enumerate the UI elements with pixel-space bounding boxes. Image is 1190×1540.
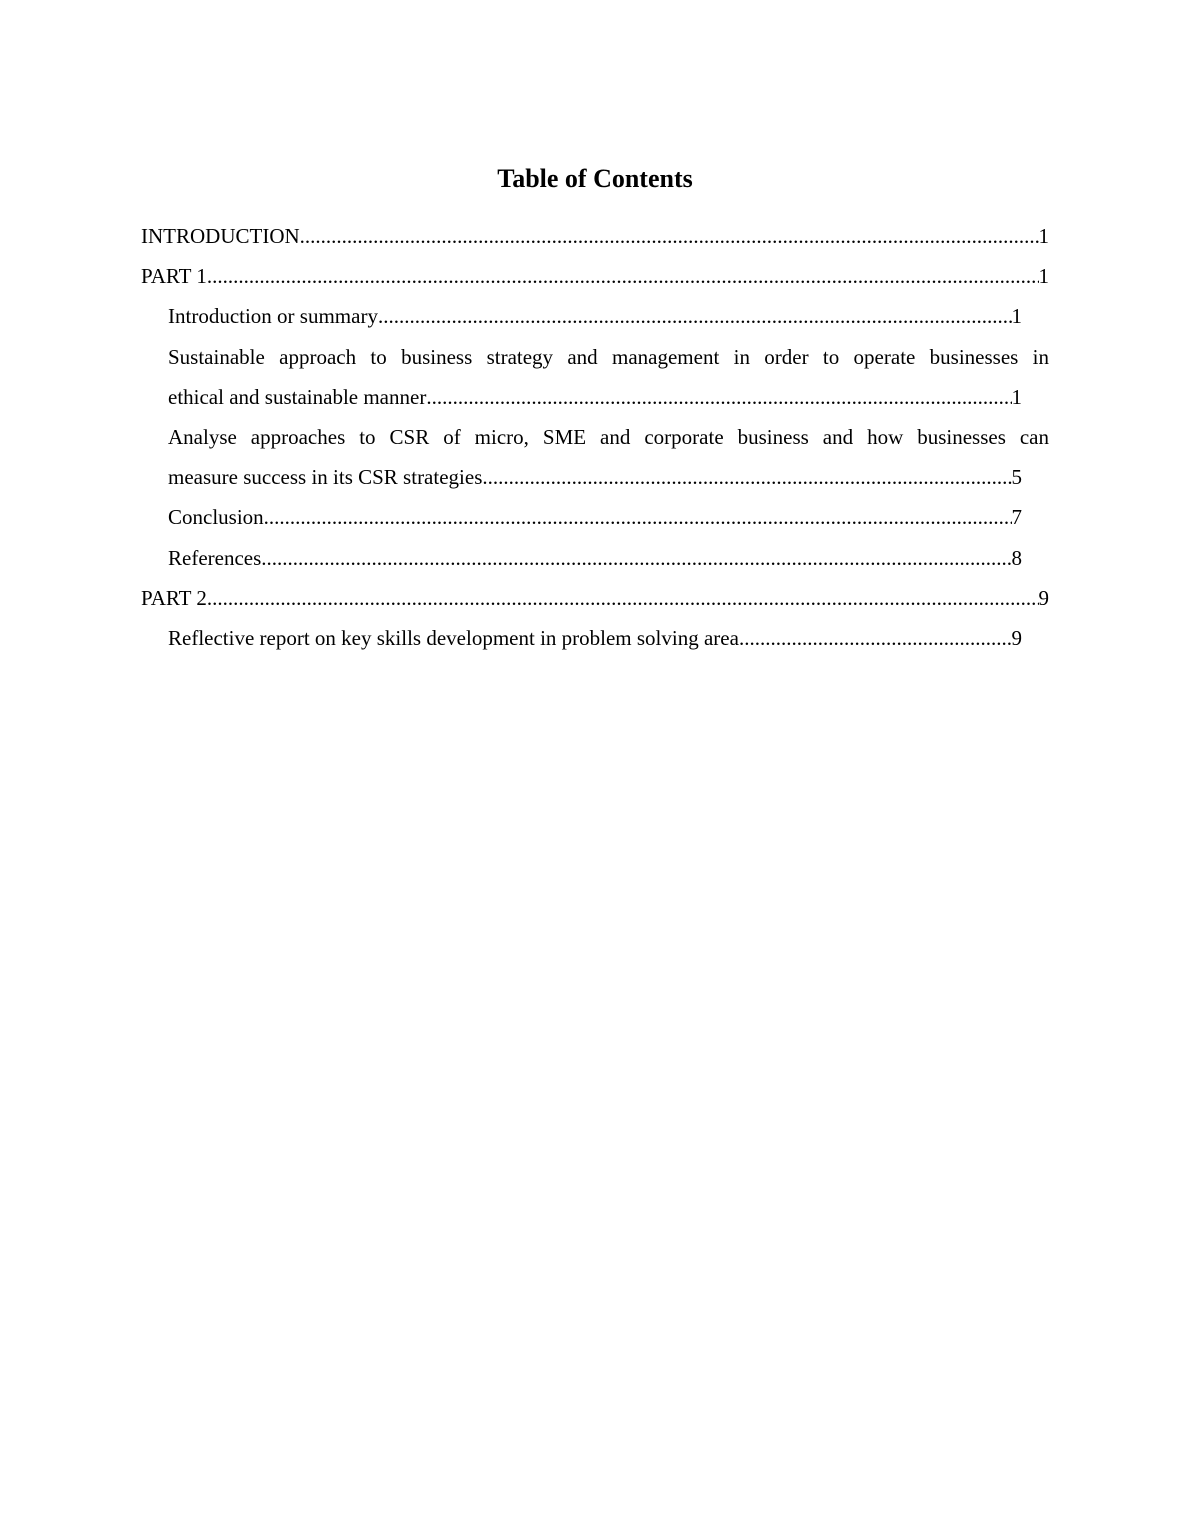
table-of-contents bbox=[141, 216, 1049, 658]
toc-title: Table of Contents bbox=[497, 164, 693, 193]
toc-page-number: 7 bbox=[1011, 505, 1022, 530]
toc-entry-label-line-2: measure success in its CSR strategies bbox=[168, 465, 483, 490]
toc-page-number: 1 bbox=[1038, 224, 1049, 248]
dot-leader bbox=[207, 256, 1039, 296]
toc-entry-label: Conclusion bbox=[168, 505, 264, 530]
toc-page-number: 1 bbox=[1011, 304, 1022, 329]
toc-entry-introduction-or-summary[interactable] bbox=[168, 296, 1022, 336]
toc-page-number: 5 bbox=[1011, 465, 1022, 490]
toc-entry-label: Introduction or summary bbox=[168, 304, 378, 329]
toc-entry-part-2[interactable] bbox=[141, 578, 1049, 618]
toc-entry-label: References bbox=[168, 545, 262, 570]
toc-entry-label: PART 1 bbox=[141, 264, 207, 289]
dot-leader bbox=[426, 377, 1011, 417]
toc-entry-csr-approaches[interactable] bbox=[168, 417, 1049, 497]
toc-entry-references[interactable] bbox=[168, 538, 1022, 578]
dot-leader bbox=[300, 216, 1039, 256]
toc-entry-label-line-1: Analyse approaches to CSR of micro, SME and corporate business and how businesses can bbox=[168, 425, 1049, 450]
dot-leader bbox=[378, 296, 1012, 336]
dot-leader bbox=[207, 578, 1039, 618]
toc-entry-label: INTRODUCTION bbox=[141, 224, 300, 248]
toc-page-number: 9 bbox=[1038, 585, 1049, 610]
toc-entry-conclusion[interactable] bbox=[168, 497, 1022, 537]
toc-entry-introduction[interactable] bbox=[141, 216, 1049, 256]
toc-entry-label: Reflective report on key skills development in problem solving area bbox=[168, 626, 739, 651]
toc-entry-label-line-2: ethical and sustainable manner bbox=[168, 384, 427, 409]
dot-leader bbox=[482, 457, 1011, 497]
toc-entry-sustainable-approach[interactable] bbox=[168, 337, 1049, 417]
dot-leader bbox=[739, 618, 1012, 658]
toc-page-number: 9 bbox=[1011, 626, 1022, 651]
toc-page-number: 1 bbox=[1011, 384, 1022, 409]
toc-page-number: 1 bbox=[1038, 264, 1049, 289]
toc-entry-part-1[interactable] bbox=[141, 256, 1049, 296]
toc-entry-label-line-1: Sustainable approach to business strategy and management in order to operate businesses in bbox=[168, 344, 1049, 369]
dot-leader bbox=[264, 497, 1012, 537]
toc-page-number: 8 bbox=[1011, 545, 1022, 570]
toc-entry-label: PART 2 bbox=[141, 585, 207, 610]
toc-entry-reflective-report[interactable] bbox=[168, 618, 1022, 658]
dot-leader bbox=[261, 538, 1011, 578]
